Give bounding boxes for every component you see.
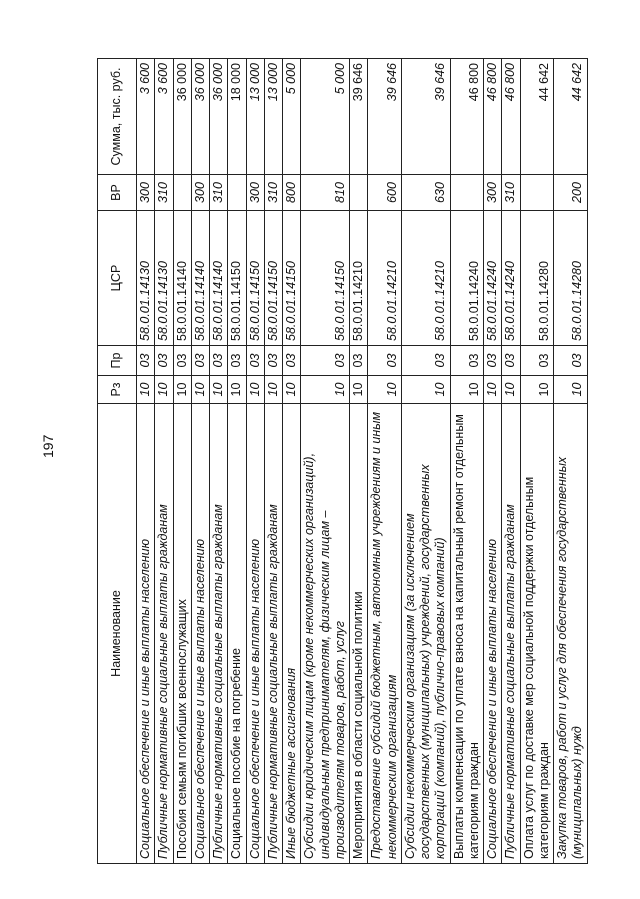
cell-rz: 10 — [283, 376, 301, 404]
cell-name: Оплата услуг по доставке мер социальной поддержки отдельным категориям граждан — [520, 404, 554, 864]
cell-rz: 10 — [155, 376, 173, 404]
table-row — [210, 59, 228, 864]
cell-pr: 03 — [350, 346, 368, 376]
table-row — [368, 59, 402, 864]
table-body — [137, 59, 588, 864]
budget-table — [97, 58, 588, 864]
table-row — [554, 59, 588, 864]
cell-csr: 58.0.01.14210 — [401, 211, 450, 346]
cell-rz: 10 — [210, 376, 228, 404]
cell-csr: 58.0.01.14130 — [137, 211, 155, 346]
cell-vr: 810 — [301, 175, 350, 211]
cell-rz: 10 — [368, 376, 402, 404]
cell-vr: 310 — [155, 175, 173, 211]
cell-rz: 10 — [450, 376, 484, 404]
cell-name: Пособия семьям погибших военнослужащих — [173, 404, 191, 864]
cell-sum: 46 800 — [502, 59, 520, 175]
cell-csr: 58.0.01.14140 — [210, 211, 228, 346]
cell-pr: 03 — [246, 346, 264, 376]
cell-name: Публичные нормативные социальные выплаты гражданам — [210, 404, 228, 864]
cell-csr: 58.0.01.14240 — [450, 211, 484, 346]
cell-sum: 3 600 — [137, 59, 155, 175]
cell-csr: 58.0.01.14240 — [484, 211, 502, 346]
cell-vr: 800 — [283, 175, 301, 211]
table-row — [137, 59, 155, 864]
table-row — [173, 59, 191, 864]
cell-pr: 03 — [401, 346, 450, 376]
cell-pr: 03 — [520, 346, 554, 376]
cell-rz: 10 — [246, 376, 264, 404]
cell-vr — [520, 175, 554, 211]
cell-sum: 39 646 — [368, 59, 402, 175]
cell-vr: 200 — [554, 175, 588, 211]
cell-pr: 03 — [283, 346, 301, 376]
cell-name: Публичные нормативные социальные выплаты гражданам — [264, 404, 282, 864]
cell-csr: 58.0.01.14150 — [228, 211, 246, 346]
cell-name: Социальное обеспечение и иные выплаты населению — [484, 404, 502, 864]
header-rz: Рз — [98, 376, 137, 404]
cell-sum: 36 000 — [191, 59, 209, 175]
cell-csr: 58.0.01.14150 — [283, 211, 301, 346]
cell-csr: 58.0.01.14210 — [368, 211, 402, 346]
table-row — [301, 59, 350, 864]
cell-vr: 300 — [246, 175, 264, 211]
cell-vr: 300 — [191, 175, 209, 211]
cell-sum: 13 000 — [264, 59, 282, 175]
cell-csr: 58.0.01.14280 — [520, 211, 554, 346]
cell-vr — [173, 175, 191, 211]
cell-sum: 36 000 — [173, 59, 191, 175]
cell-vr: 300 — [484, 175, 502, 211]
cell-name: Предоставление субсидий бюджетным, автономным учреждениям и иным некоммерческим организациям — [368, 404, 402, 864]
table-row — [283, 59, 301, 864]
cell-vr: 630 — [401, 175, 450, 211]
cell-pr: 03 — [191, 346, 209, 376]
cell-csr: 58.0.01.14140 — [191, 211, 209, 346]
cell-csr: 58.0.01.14150 — [264, 211, 282, 346]
cell-pr: 03 — [173, 346, 191, 376]
cell-sum: 44 642 — [520, 59, 554, 175]
cell-rz: 10 — [401, 376, 450, 404]
cell-pr: 03 — [450, 346, 484, 376]
cell-rz: 10 — [137, 376, 155, 404]
page-number-text: 197 — [40, 434, 56, 458]
header-name: Наименование — [98, 404, 137, 864]
cell-name: Социальное обеспечение и иные выплаты населению — [246, 404, 264, 864]
header-sum: Сумма, тыс. руб. — [98, 59, 137, 175]
cell-name: Закупка товаров, работ и услуг для обеспечения государственных (муниципальных) нужд — [554, 404, 588, 864]
table-row — [520, 59, 554, 864]
cell-pr: 03 — [368, 346, 402, 376]
cell-rz: 10 — [228, 376, 246, 404]
cell-sum: 13 000 — [246, 59, 264, 175]
cell-vr — [450, 175, 484, 211]
table-row — [228, 59, 246, 864]
cell-sum: 18 000 — [228, 59, 246, 175]
cell-pr: 03 — [137, 346, 155, 376]
cell-pr: 03 — [502, 346, 520, 376]
cell-sum: 46 800 — [450, 59, 484, 175]
cell-name: Публичные нормативные социальные выплаты гражданам — [155, 404, 173, 864]
table-row — [155, 59, 173, 864]
cell-sum: 46 800 — [484, 59, 502, 175]
cell-vr: 310 — [264, 175, 282, 211]
cell-name: Мероприятия в области социальной политики — [350, 404, 368, 864]
table-row — [450, 59, 484, 864]
cell-pr: 03 — [484, 346, 502, 376]
cell-pr: 03 — [264, 346, 282, 376]
cell-vr: 310 — [502, 175, 520, 211]
cell-sum: 5 000 — [283, 59, 301, 175]
rotated-table-container — [97, 59, 585, 864]
table-row — [350, 59, 368, 864]
cell-vr: 310 — [210, 175, 228, 211]
cell-pr: 03 — [554, 346, 588, 376]
cell-name: Социальное пособие на погребение — [228, 404, 246, 864]
cell-pr: 03 — [210, 346, 228, 376]
table-row — [401, 59, 450, 864]
cell-sum: 36 000 — [210, 59, 228, 175]
cell-csr: 58.0.01.14240 — [502, 211, 520, 346]
table-header-row — [98, 59, 137, 864]
cell-rz: 10 — [301, 376, 350, 404]
cell-vr: 300 — [137, 175, 155, 211]
cell-sum: 39 646 — [350, 59, 368, 175]
cell-pr: 03 — [155, 346, 173, 376]
header-vr: ВР — [98, 175, 137, 211]
cell-rz: 10 — [350, 376, 368, 404]
cell-pr: 03 — [301, 346, 350, 376]
cell-csr: 58.0.01.14140 — [173, 211, 191, 346]
cell-csr: 58.0.01.14210 — [350, 211, 368, 346]
cell-rz: 10 — [484, 376, 502, 404]
cell-rz: 10 — [554, 376, 588, 404]
cell-rz: 10 — [173, 376, 191, 404]
cell-rz: 10 — [264, 376, 282, 404]
cell-vr — [228, 175, 246, 211]
cell-csr: 58.0.01.14150 — [246, 211, 264, 346]
cell-name: Иные бюджетные ассигнования — [283, 404, 301, 864]
cell-name: Социальное обеспечение и иные выплаты населению — [191, 404, 209, 864]
cell-csr: 58.0.01.14130 — [155, 211, 173, 346]
cell-vr: 600 — [368, 175, 402, 211]
table-row — [502, 59, 520, 864]
cell-sum: 3 600 — [155, 59, 173, 175]
cell-csr: 58.0.01.14150 — [301, 211, 350, 346]
table-row — [191, 59, 209, 864]
cell-rz: 10 — [502, 376, 520, 404]
cell-sum: 44 642 — [554, 59, 588, 175]
header-pr: Пр — [98, 346, 137, 376]
table-row — [484, 59, 502, 864]
cell-name: Выплаты компенсации по уплате взноса на капитальный ремонт отдельным категориям граждан — [450, 404, 484, 864]
cell-sum: 39 646 — [401, 59, 450, 175]
cell-name: Субсидии юридическим лицам (кроме некоммерческих организаций), индивидуальным предпринимателям, физическим лицам – производителям товаров, работ, услуг — [301, 404, 350, 864]
cell-vr — [350, 175, 368, 211]
cell-name: Субсидии некоммерческим организациям (за исключением государственных (муниципальных) учреждений, государственных корпораций (компаний), публично-правовых компаний) — [401, 404, 450, 864]
cell-sum: 5 000 — [301, 59, 350, 175]
cell-csr: 58.0.01.14280 — [554, 211, 588, 346]
table-row — [264, 59, 282, 864]
header-csr: ЦСР — [98, 211, 137, 346]
cell-rz: 10 — [191, 376, 209, 404]
cell-pr: 03 — [228, 346, 246, 376]
page-number — [38, 434, 58, 460]
cell-name: Публичные нормативные социальные выплаты гражданам — [502, 404, 520, 864]
cell-name: Социальное обеспечение и иные выплаты населению — [137, 404, 155, 864]
cell-rz: 10 — [520, 376, 554, 404]
table-row — [246, 59, 264, 864]
